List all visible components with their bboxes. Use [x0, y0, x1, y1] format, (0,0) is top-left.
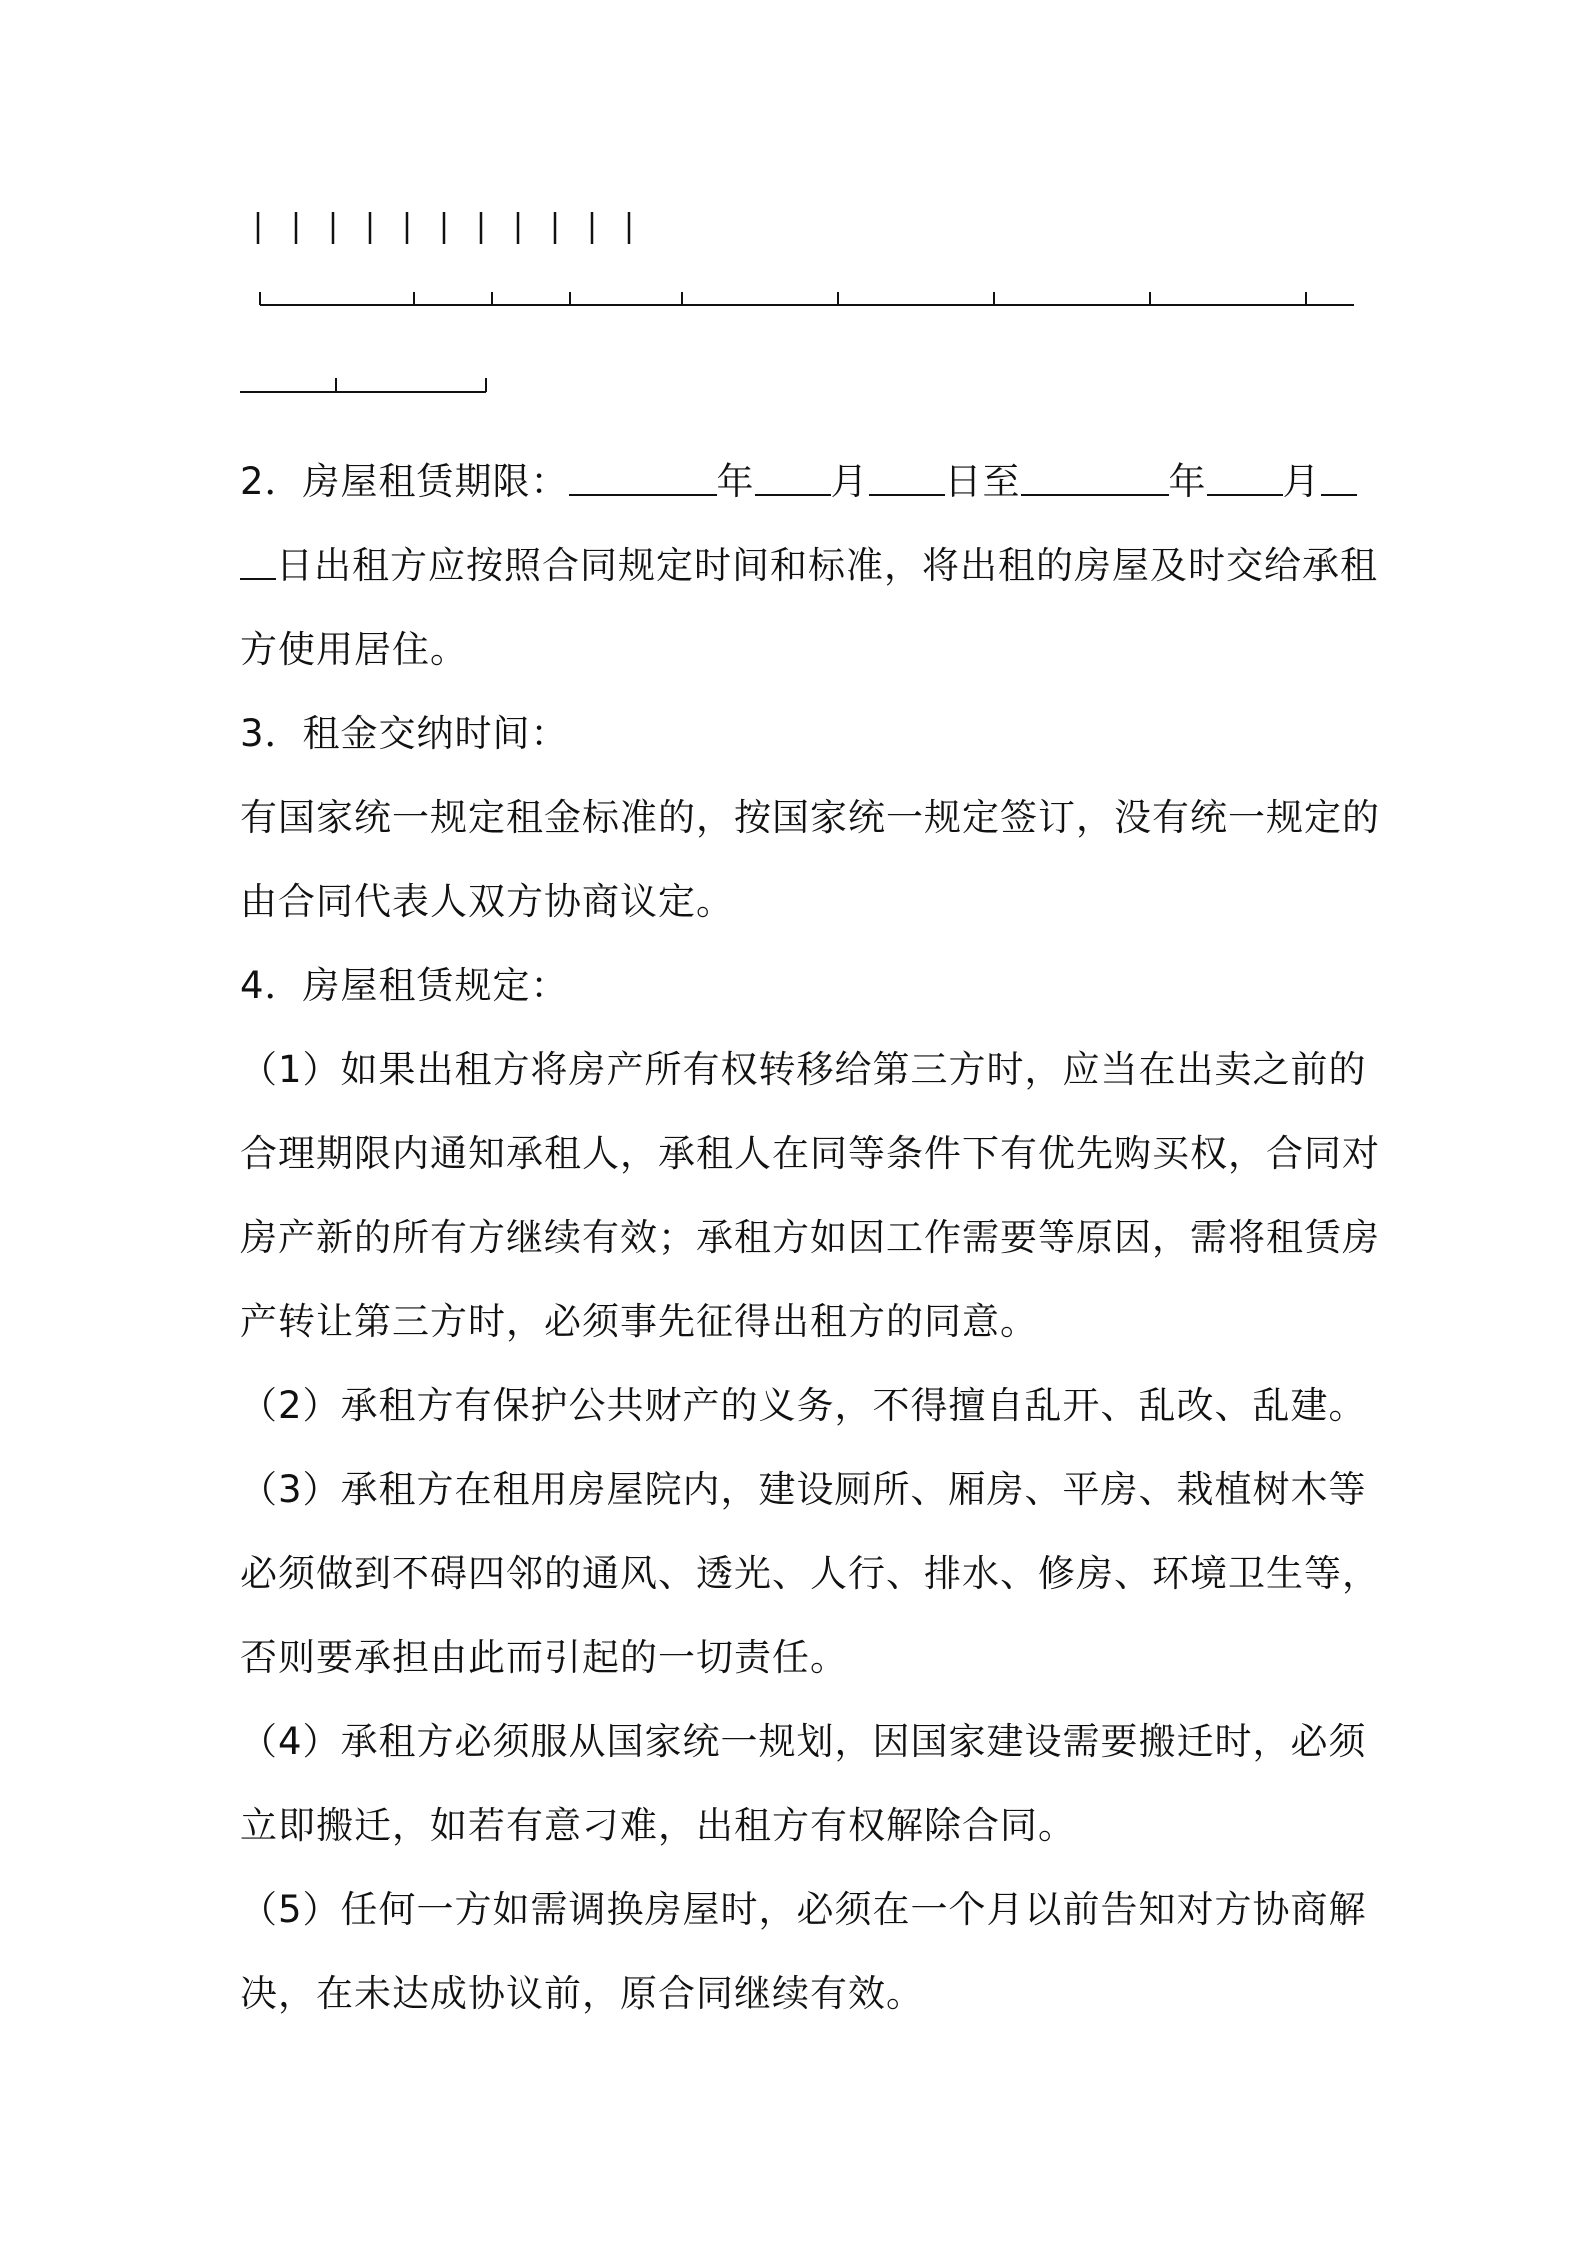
blank-start-month[interactable] [755, 464, 831, 496]
blank-end-month[interactable] [1207, 464, 1283, 496]
clause-3-line-1: 有国家统一规定租金标准的，按国家统一规定签订，没有统一规定的 [240, 796, 1380, 839]
start-day-unit: 日至 [944, 460, 1021, 503]
clause-4-1-line-4: 产转让第三方时，必须事先征得出租方的同意。 [240, 1300, 1038, 1343]
clause-4-1-line-1: （1）如果出租方将房产所有权转移给第三方时，应当在出卖之前的 [240, 1048, 1367, 1091]
clause-4-5-line-2: 决，在未达成协议前，原合同继续有效。 [240, 1972, 924, 2015]
clause-3-line-2: 由合同代表人双方协商议定。 [240, 880, 734, 923]
blank-end-day-part1[interactable] [1321, 464, 1357, 496]
clause-4-lease-rules [240, 944, 1380, 2036]
start-month-unit: 月 [830, 460, 869, 503]
clause-4-1-line-2: 合理期限内通知承租人，承租人在同等条件下有优先购买权，合同对 [240, 1132, 1380, 1175]
clause-2-number: 2． [240, 460, 303, 503]
end-year-unit: 年 [1168, 460, 1207, 503]
blank-start-year[interactable] [569, 464, 717, 496]
clause-2-line-3: 方使用居住。 [240, 628, 468, 671]
clause-3-heading: 3．租金交纳时间： [240, 712, 569, 755]
clause-4-4-line-2: 立即搬迁，如若有意刁难，出租方有权解除合同。 [240, 1804, 1076, 1847]
clause-4-4-line-1: （4）承租方必须服从国家统一规划，因国家建设需要搬迁时，必须 [240, 1720, 1367, 1763]
clause-4-2-line-1: （2）承租方有保护公共财产的义务，不得擅自乱开、乱改、乱建。 [240, 1384, 1367, 1427]
clause-4-1-line-3: 房产新的所有方继续有效；承租方如因工作需要等原因，需将租赁房 [240, 1216, 1380, 1259]
table-lines [240, 200, 1360, 410]
blank-end-day-part2[interactable] [240, 548, 276, 580]
clause-3-rent-payment [240, 692, 1380, 944]
clause-2-line-1 [240, 440, 1360, 524]
table-border-remnant [240, 200, 1360, 410]
clause-4-3-line-3: 否则要承担由此而引起的一切责任。 [240, 1636, 848, 1679]
start-year-unit: 年 [716, 460, 755, 503]
clause-4-5-line-1: （5）任何一方如需调换房屋时，必须在一个月以前告知对方协商解 [240, 1888, 1367, 1931]
end-month-unit: 月 [1282, 460, 1321, 503]
blank-start-day[interactable] [869, 464, 945, 496]
clause-4-3-line-2: 必须做到不碍四邻的通风、透光、人行、排水、修房、环境卫生等， [240, 1552, 1380, 1595]
clause-2-label: 房屋租赁期限： [302, 460, 569, 503]
blank-end-year[interactable] [1021, 464, 1169, 496]
clause-2-lease-term [240, 440, 1378, 692]
clause-4-heading: 4．房屋租赁规定： [240, 964, 569, 1007]
clause-2-line-2 [240, 524, 1378, 608]
clause-2-line-2-text: 日出租方应按照合同规定时间和标准，将出租的房屋及时交给承租 [276, 544, 1378, 587]
clause-4-3-line-1: （3）承租方在租用房屋院内，建设厕所、厢房、平房、栽植树木等 [240, 1468, 1367, 1511]
